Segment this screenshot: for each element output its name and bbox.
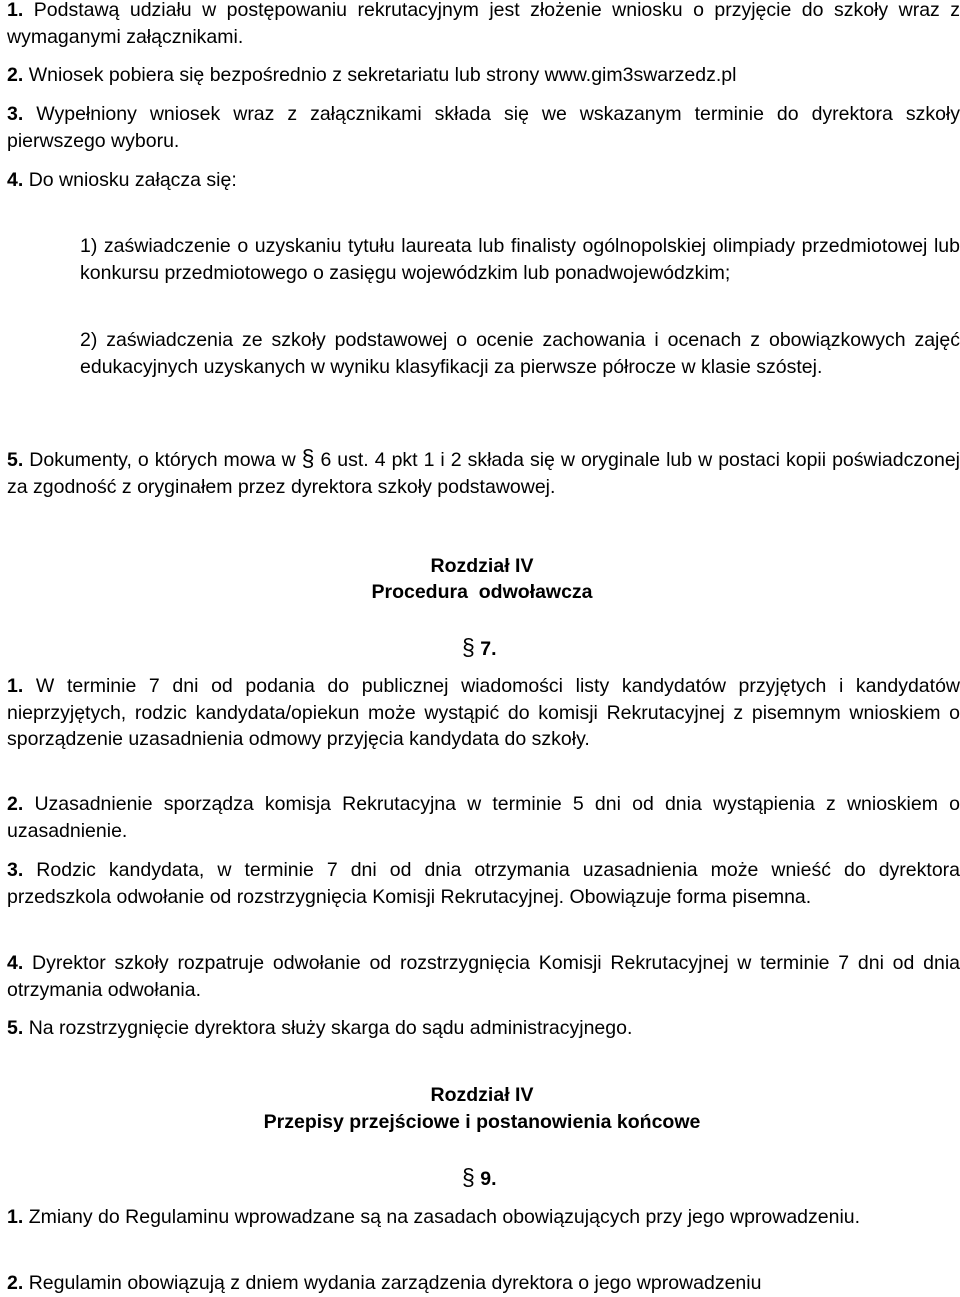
section-sign: § (462, 634, 475, 660)
item-number: 2. (7, 64, 24, 86)
item-text: Na rozstrzygnięcie dyrektora służy skarga do sądu administracyjnego. (28, 1017, 633, 1039)
chapter-heading: Rozdział IV (430, 1084, 534, 1106)
item-number: 1. (7, 1206, 24, 1228)
intro-item-2 (7, 62, 960, 89)
item-text: W terminie 7 dni od podania do publicznej wiadomości listy kandydatów przyjętych i kandydatów nieprzyjętych, rodzic kandydata/opiekun może wystąpić do komisji Rekrutacyjnej z pisemnym wnioskiem o sporządzenie uzasadnienia odmowy przyjęcia kandydata do szkoły. (7, 675, 960, 750)
attachment-item-2: 2) zaświadczenia ze szkoły podstawowej o ocenie zachowania i ocenach z obowiązkowych zajęć edukacyjnych uzyskanych w wyniku klasyfikacji za pierwsze półrocze w klasie szóstej. (80, 329, 960, 378)
item-number: 1. (7, 0, 24, 21)
final-item-2 (7, 1270, 960, 1297)
item-text: Uzasadnienie sporządza komisja Rekrutacyjna w terminie 5 dni od dnia wystąpienia z wnioskiem o uzasadnienie. (7, 793, 960, 842)
item-number: 5. (7, 1017, 24, 1039)
item-text: Regulamin obowiązują z dniem wydania zarządzenia dyrektora o jego wprowadzeniu (28, 1272, 762, 1294)
intro-item-5 (7, 445, 960, 500)
section-heading (462, 1164, 496, 1192)
item-number: 5. (7, 449, 24, 471)
item-number: 3. (7, 859, 24, 881)
intro-item-3 (7, 101, 960, 154)
item-text: Rodzic kandydata, w terminie 7 dni od dnia otrzymania uzasadnienia może wnieść do dyrektora przedszkola odwołanie od rozstrzygnięcia Komisji Rekrutacyjnej. Obowiązuje forma pisemna. (7, 859, 960, 908)
section-sign: § (301, 445, 315, 471)
item-text: Zmiany do Regulaminu wprowadzane są na zasadach obowiązujących przy jego wprowadzeniu. (28, 1206, 861, 1228)
item-text: Dyrektor szkoły rozpatruje odwołanie od rozstrzygnięcia Komisji Rekrutacyjnej w terminie 7 dni od dnia otrzymania odwołania. (7, 952, 960, 1001)
intro-item-4 (7, 167, 960, 194)
item-text: 6 ust. 4 pkt 1 i 2 składa się w oryginale lub w postaci kopii poświadczonej za zgodność z oryginałem przez dyrektora szkoły podstawowej. (7, 449, 960, 498)
final-item-1 (7, 1204, 960, 1231)
item-number: 4. (7, 169, 24, 191)
item-number: 2. (7, 1272, 24, 1294)
procedure-item-1 (7, 673, 960, 753)
intro-item-1 (7, 0, 960, 50)
item-number: 4. (7, 952, 24, 974)
item-text: Wniosek pobiera się bezpośrednio z sekretariatu lub strony www.gim3swarzedz.pl (28, 64, 737, 86)
item-text: Wypełniony wniosek wraz z załącznikami składa się we wskazanym terminie do dyrektora szkoły pierwszego wyboru. (7, 103, 960, 152)
procedure-item-3 (7, 857, 960, 910)
item-number: 2. (7, 793, 24, 815)
chapter-subheading: Przepisy przejściowe i postanowienia końcowe (263, 1111, 701, 1133)
procedure-item-5 (7, 1015, 960, 1042)
item-text: Do wniosku załącza się: (28, 169, 237, 191)
item-text: Podstawą udziału w postępowaniu rekrutacyjnym jest złożenie wniosku o przyjęcie do szkoły wraz z wymaganymi załącznikami. (7, 0, 960, 48)
section-sign: § (462, 1164, 475, 1190)
item-text: Dokumenty, o których mowa w (29, 449, 296, 471)
section-heading (462, 634, 496, 662)
item-number: 3. (7, 103, 24, 125)
chapter-heading: Rozdział IV (430, 555, 534, 577)
section-number: 7. (480, 638, 497, 660)
chapter-subheading: Procedura odwoławcza (371, 581, 593, 603)
procedure-item-2 (7, 791, 960, 844)
section-number: 9. (480, 1168, 497, 1190)
attachment-item-1: 1) zaświadczenie o uzyskaniu tytułu laureata lub finalisty ogólnopolskiej olimpiady przedmiotowej lub konkursu przedmiotowego o zasięgu wojewódzkim lub ponadwojewódzkim; (80, 235, 960, 284)
procedure-item-4 (7, 950, 960, 1003)
item-number: 1. (7, 675, 24, 697)
